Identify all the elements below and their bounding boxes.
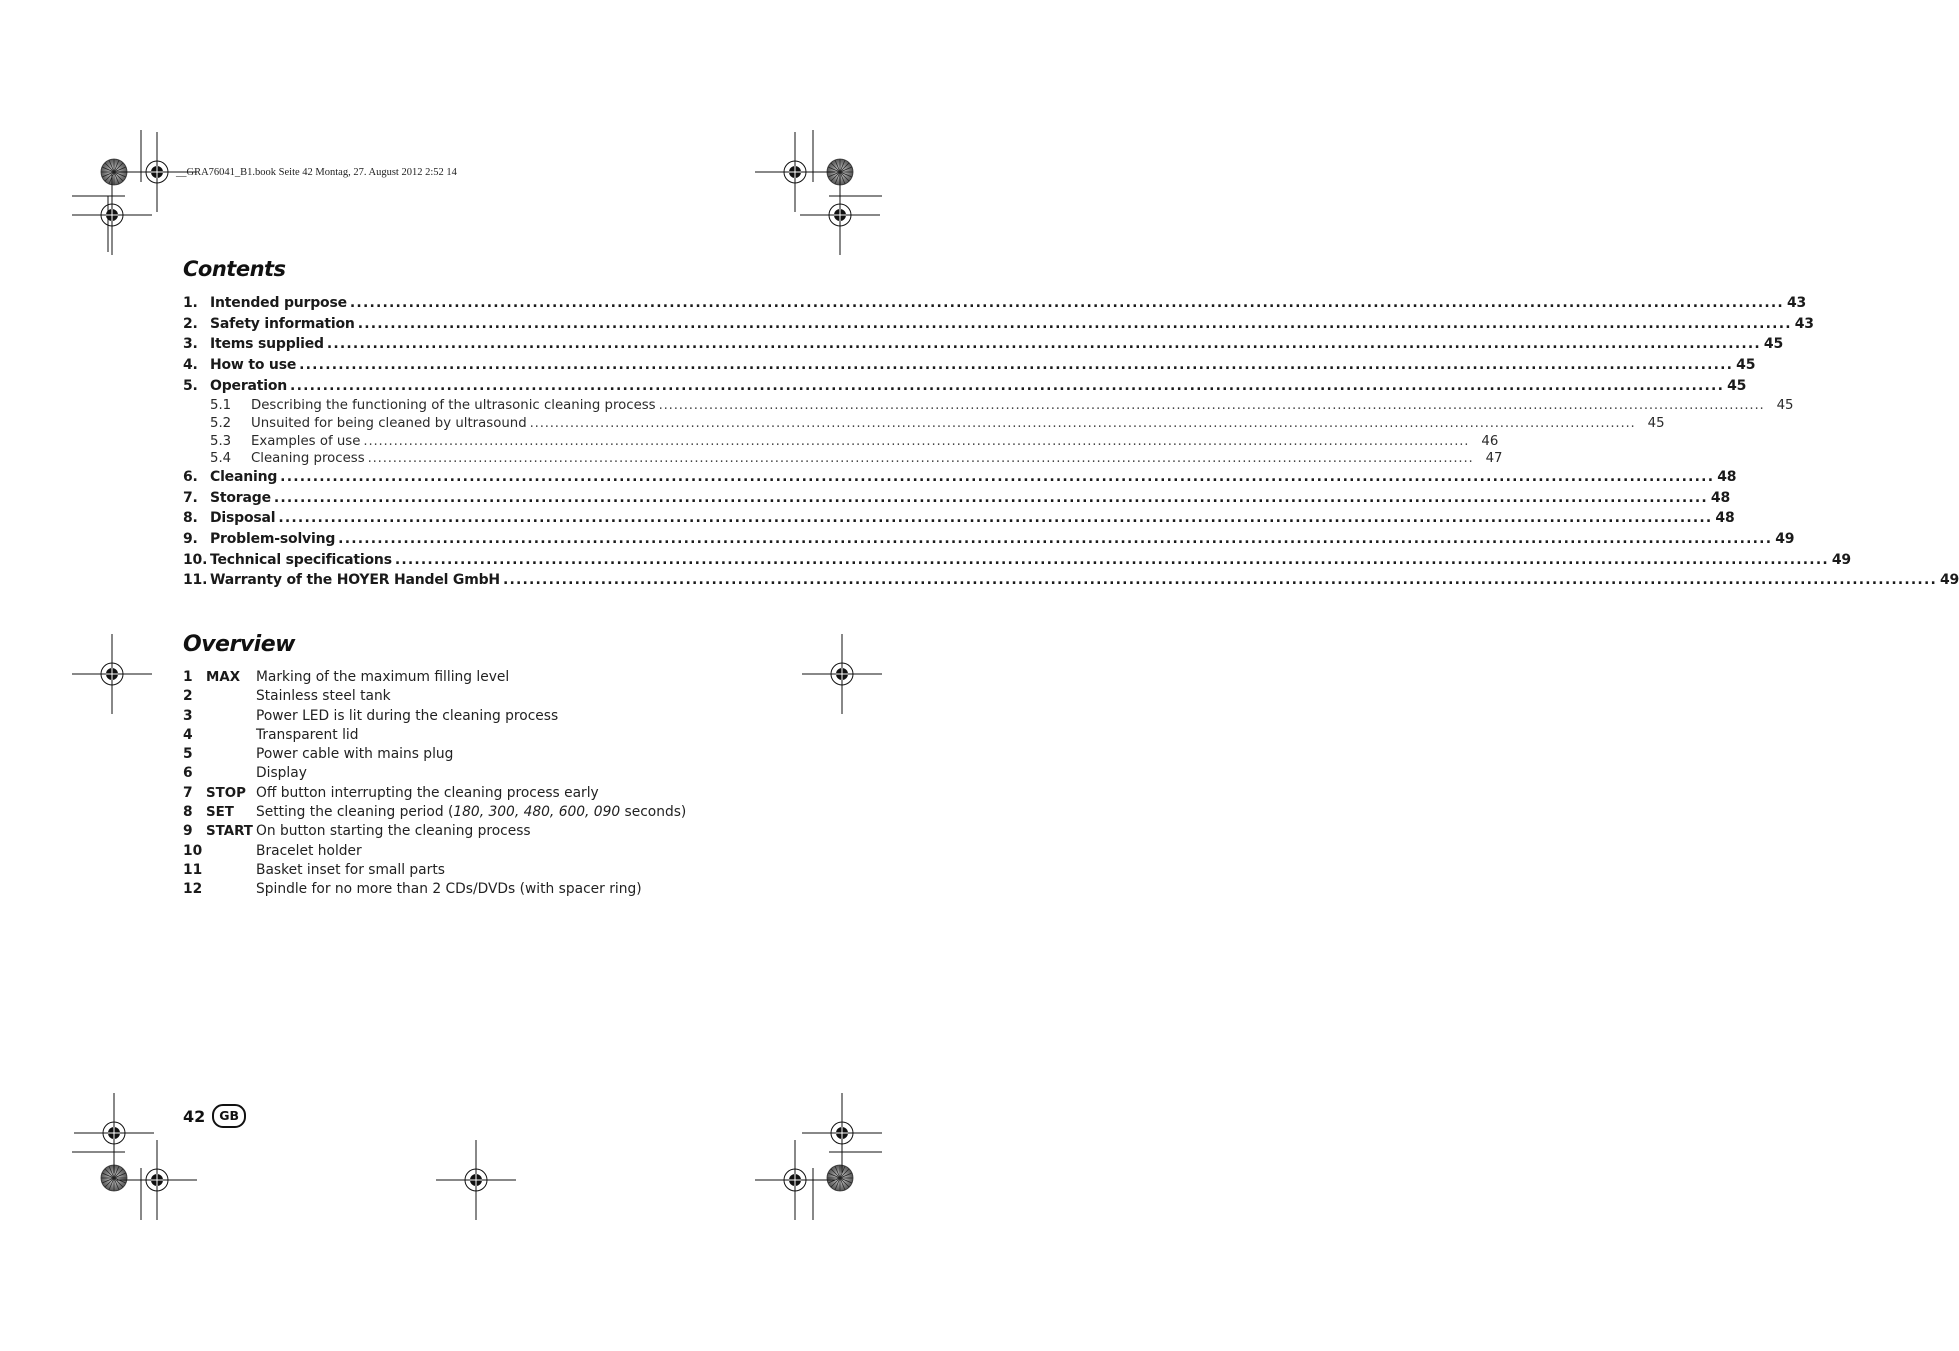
description-italic: 180, 300, 480, 600, 090 [453, 804, 621, 821]
toc-subentry [183, 433, 1499, 452]
overview-item-number: 7 [183, 784, 193, 801]
overview-item-description [256, 765, 307, 781]
toc-entry-page: 48 [1717, 468, 1737, 485]
toc-entry [183, 295, 1807, 316]
toc-entry-number: 8. [183, 510, 198, 527]
overview-item-description [256, 862, 445, 878]
toc-subentry [183, 398, 1794, 416]
overview-item [183, 727, 743, 746]
description-text: Spindle for no more than 2 CDs/DVDs (with spacer ring) [256, 881, 642, 898]
description-text: Marking of the maximum filling level [256, 669, 510, 685]
toc-entry-page: 45 [1647, 416, 1665, 432]
toc-leader-dots: ............................................................................................................................................................................................................................ [290, 377, 1725, 394]
toc-entry [183, 530, 1795, 552]
toc-entry [183, 572, 1959, 593]
toc-leader-dots: ............................................................................................................................................................................................................................ [273, 489, 1708, 506]
toc-entry-page: 46 [1481, 433, 1499, 449]
description-text: Stainless steel tank [256, 688, 391, 705]
overview-item-description [256, 727, 359, 743]
toc-entry-number: 6. [183, 468, 198, 485]
toc-entry-number: 2. [183, 315, 198, 332]
toc-leader-dots: ............................................................................................................................................................................................................................ [357, 315, 1792, 332]
toc-leader-dots: ............................................................................................................................................................................................................................ [529, 416, 1636, 432]
toc-entry-label: Technical specifications [210, 551, 392, 568]
toc-entry-page: 49 [1939, 572, 1959, 589]
toc-entry-page: 45 [1736, 357, 1756, 374]
toc-leader-dots: ............................................................................................................................................................................................................................ [502, 572, 1937, 589]
overview-list [183, 669, 743, 901]
overview-item-description [256, 843, 362, 859]
toc-entry-number: 7. [183, 489, 198, 506]
overview-item [183, 765, 743, 784]
toc-entry-page: 49 [1831, 551, 1851, 568]
overview-item-description [256, 746, 453, 762]
overview-item-number: 11 [183, 861, 203, 878]
page-footer [183, 1104, 246, 1128]
toc-leader-dots: ............................................................................................................................................................................................................................ [326, 336, 1761, 353]
toc-entry-number: 5.2 [210, 416, 232, 432]
toc-entry-label: Unsuited for being cleaned by ultrasound [251, 416, 527, 432]
overview-item-description [256, 881, 642, 897]
toc-entry-label: Intended purpose [210, 295, 347, 311]
toc-entry-number: 5.4 [210, 451, 232, 467]
toc-entry-number: 3. [183, 336, 198, 353]
overview-item-description [256, 708, 558, 724]
overview-item-key: MAX [206, 670, 241, 685]
overview-item-description [256, 688, 391, 704]
overview-item-description [256, 669, 509, 685]
toc-entry-page: 48 [1710, 489, 1731, 506]
toc-entry-page: 43 [1786, 295, 1807, 311]
file-info-line: __GRA76041_B1.book Seite 42 Montag, 27. August 2012 2:52 14 [176, 167, 457, 178]
toc-entry-page: 43 [1794, 315, 1814, 332]
description-text: Power LED is lit during the cleaning process [256, 707, 559, 724]
toc-leader-dots: ............................................................................................................................................................................................................................ [349, 295, 1784, 311]
toc-entry [183, 489, 1731, 511]
toc-leader-dots: ............................................................................................................................................................................................................................ [280, 468, 1715, 485]
overview-item-number: 1 [183, 669, 193, 685]
toc-entry [183, 551, 1851, 573]
contents-title: Contents [183, 257, 286, 281]
overview-item-number: 5 [183, 746, 193, 763]
toc-leader-dots: ............................................................................................................................................................................................................................ [299, 357, 1734, 374]
toc-entry-number: 11. [183, 572, 208, 589]
overview-item-number: 2 [183, 688, 193, 705]
toc-entry [183, 468, 1737, 490]
toc-leader-dots: ............................................................................................................................................................................................................................ [338, 530, 1773, 547]
toc-entry-label: Safety information [210, 315, 355, 332]
description-text: Display [256, 765, 307, 782]
overview-item-number: 4 [183, 726, 193, 743]
overview-item [183, 708, 743, 727]
toc-entry-label: Cleaning [210, 468, 278, 485]
overview-item-description [256, 785, 599, 801]
table-of-contents [183, 295, 1959, 593]
toc-entry [183, 510, 1735, 531]
overview-item [183, 746, 743, 765]
toc-entry-page: 47 [1485, 451, 1503, 467]
overview-item [183, 688, 743, 707]
overview-item-key: SET [206, 805, 234, 821]
description-text: Basket inset for small parts [256, 861, 445, 878]
toc-entry-label: How to use [210, 357, 297, 374]
toc-entry-number: 10. [183, 551, 208, 568]
toc-leader-dots: ............................................................................................................................................................................................................................ [367, 451, 1474, 467]
page-number: 42 [183, 1106, 206, 1126]
toc-entry [183, 357, 1756, 378]
overview-item-key: START [206, 824, 253, 840]
overview-item-key: STOP [206, 785, 246, 801]
toc-entry-label: Items supplied [210, 336, 324, 353]
overview-item-number: 10 [183, 842, 203, 859]
toc-leader-dots: ............................................................................................................................................................................................................................ [278, 510, 1713, 527]
toc-entry-page: 48 [1715, 510, 1735, 527]
toc-entry-label: Examples of use [251, 433, 361, 449]
overview-item-description [256, 804, 686, 820]
overview-item [183, 881, 743, 900]
toc-entry-label: Problem-solving [210, 530, 336, 547]
toc-entry-number: 5. [183, 377, 198, 394]
toc-entry-number: 9. [183, 530, 198, 547]
overview-item [183, 862, 743, 881]
overview-item [183, 669, 743, 688]
overview-item-description [256, 823, 531, 839]
description-tail: seconds) [620, 804, 687, 821]
toc-entry-label: Operation [210, 377, 288, 394]
toc-entry-label: Storage [210, 489, 271, 506]
overview-title: Overview [183, 632, 295, 657]
toc-leader-dots: ............................................................................................................................................................................................................................ [394, 551, 1829, 568]
country-badge: GB [212, 1104, 246, 1128]
toc-entry-number: 4. [183, 357, 198, 374]
toc-entry-number: 1. [183, 295, 198, 311]
overview-item-number: 3 [183, 707, 193, 724]
overview-item-number: 6 [183, 765, 193, 782]
overview-item [183, 804, 743, 823]
toc-entry [183, 377, 1747, 399]
toc-entry-page: 45 [1763, 336, 1783, 353]
toc-entry-label: Disposal [210, 510, 276, 527]
toc-entry-label: Cleaning process [251, 451, 365, 467]
toc-entry-label: Describing the functioning of the ultrasonic cleaning process [251, 398, 656, 414]
toc-entry-page: 45 [1727, 377, 1747, 394]
overview-item-number: 9 [183, 823, 193, 840]
overview-item [183, 785, 743, 804]
toc-entry-label: Warranty of the HOYER Handel GmbH [210, 572, 500, 589]
description-text: Setting the cleaning period ( [256, 804, 454, 821]
description-text: Off button interrupting the cleaning process early [256, 784, 599, 801]
overview-item [183, 843, 743, 862]
toc-leader-dots: ............................................................................................................................................................................................................................ [658, 398, 1765, 414]
toc-subentry [183, 451, 1503, 469]
toc-leader-dots: ............................................................................................................................................................................................................................ [363, 433, 1470, 449]
toc-entry-page: 45 [1776, 398, 1794, 414]
description-text: Transparent lid [256, 726, 359, 743]
toc-entry [183, 315, 1814, 337]
toc-entry [183, 336, 1783, 357]
overview-item-number: 12 [183, 881, 203, 898]
toc-entry-number: 5.3 [210, 433, 232, 449]
overview-item-number: 8 [183, 804, 193, 821]
description-text: Power cable with mains plug [256, 746, 454, 763]
toc-subentry [183, 416, 1665, 434]
description-text: Bracelet holder [256, 842, 362, 859]
description-text: On button starting the cleaning process [256, 823, 531, 840]
overview-item [183, 823, 743, 842]
toc-entry-number: 5.1 [210, 398, 232, 414]
toc-entry-page: 49 [1775, 530, 1795, 547]
